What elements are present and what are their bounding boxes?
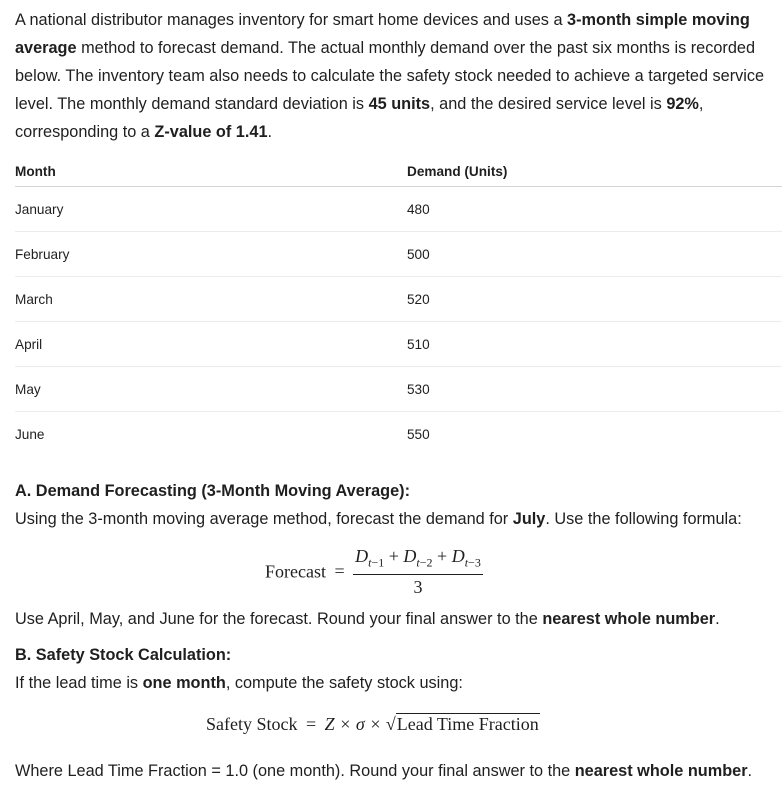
intro-text: . [267, 123, 273, 141]
formula-safety-stock-label: Safety Stock [206, 714, 298, 734]
intro-paragraph [15, 6, 775, 146]
sqrt-argument: Lead Time Fraction [396, 714, 539, 734]
table-row [15, 367, 782, 412]
column-header-demand: Demand (Units) [407, 156, 782, 187]
demand-cell: 510 [407, 322, 782, 367]
month-cell: May [15, 367, 407, 412]
intro-text: , corresponding to a [15, 95, 704, 141]
intro-bold-std-dev: 45 units [368, 95, 431, 113]
section-a-instructions: Using the 3-month moving average method, forecast the demand for July. Use the following formula: [15, 510, 742, 528]
intro-bold-z-value: Z-value of 1.41 [154, 123, 268, 141]
table-row [15, 277, 782, 322]
demand-cell: 500 [407, 232, 782, 277]
forecast-denominator: 3 [413, 576, 423, 597]
month-cell: June [15, 426, 45, 442]
table-row [15, 187, 782, 232]
formula-equals: = [334, 561, 345, 582]
section-a-rounding-note: Use April, May, and June for the forecast. Round your final answer to the nearest whole number. [15, 610, 720, 628]
bold-july: July [512, 510, 546, 528]
forecast-numerator: $D_{t-1} + D_{t-2} + D_{t-3}$ [353, 546, 483, 575]
intro-text: method to forecast demand. The actual monthly demand over the past six months is recorded below. The inventory team also needs to calculate the safety stock needed to achieve a targeted service level. The monthly demand standard deviation is [15, 39, 765, 113]
formula-z-sigma: Z × σ × [324, 714, 386, 734]
demand-table [15, 156, 782, 456]
demand-cell: 530 [407, 367, 782, 412]
column-header-month: Month [15, 156, 407, 187]
safety-stock-formula [206, 714, 540, 735]
sqrt-symbol: √ [385, 714, 396, 734]
demand-cell: 480 [407, 187, 782, 232]
section-b-title: B. Safety Stock Calculation: [15, 646, 232, 664]
intro-text: , and the desired service level is [430, 95, 667, 113]
intro-block [15, 6, 775, 146]
forecast-fraction [353, 546, 483, 598]
section-b-instructions: If the lead time is one month, compute the safety stock using: [15, 674, 463, 692]
intro-text: A national distributor manages inventory for smart home devices and uses a [15, 11, 568, 29]
formula-forecast-label: Forecast [265, 561, 326, 582]
formula-equals: = [306, 714, 317, 734]
month-cell: January [15, 187, 407, 232]
section-a-title: A. Demand Forecasting (3-Month Moving Average): [15, 482, 411, 500]
month-cell: February [15, 232, 407, 277]
demand-cell: 550 [407, 426, 430, 442]
intro-bold-method: 3-month simple moving average [15, 11, 750, 57]
table-row [15, 412, 782, 457]
table-row [15, 232, 782, 277]
bold-one-month: one month [142, 674, 226, 692]
month-cell: March [15, 277, 407, 322]
section-b-rounding-note: Where Lead Time Fraction = 1.0 (one month). Round your final answer to the nearest whole number. [15, 762, 753, 780]
forecast-formula [265, 546, 483, 598]
intro-bold-service-level: 92% [666, 95, 699, 113]
table-header-row [15, 156, 782, 187]
demand-cell: 520 [407, 277, 782, 322]
table-row [15, 322, 782, 367]
month-cell: April [15, 322, 407, 367]
